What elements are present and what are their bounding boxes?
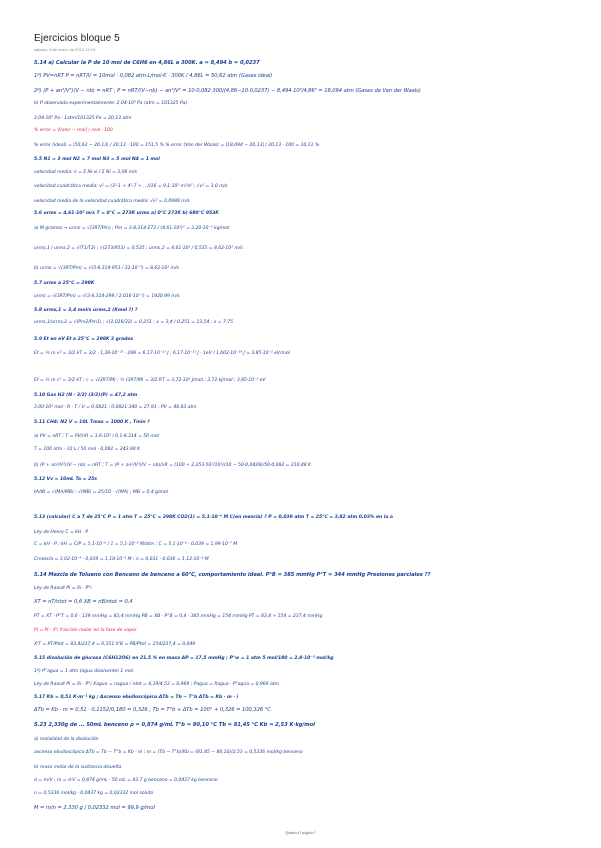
note-line: 5.11 CH4: N2 V = 10L Tmax = 1000 K , Tmin ?: [34, 420, 150, 425]
note-line: 3,00·10² mol · R · T / V = 0,0821 ; 0,0821·340 = 27,91 ; PV = 46,83 atm: [34, 405, 197, 410]
note-line: b) urms = √(3RT/Pm) = √(3·8,314·953 / 32·10⁻³) = 8,62·10² m/s: [34, 266, 179, 271]
note-line: 2º) (P + an²/V²)(V − nb) = nRT ; P = nRT/(V−nb) − an²/V² = 10·0,082·300/(4,86−10·0,0237) − 8,494·10²/4,86² = 18,094 atm (Gases de Van der Waals): [34, 88, 421, 94]
note-line: d = m/V ; m = d·V = 0,874 g/mL · 50 mL = 43,7 g benceno = 0,0437 kg benceno: [34, 778, 218, 783]
note-line: C = kH · P ; kH = C/P = 5,1·10⁻⁶ / 1 = 5,1·10⁻⁶ M/atm ; C = 5,1·10⁻⁶ · 0,039 = 1,99·10⁻⁷ M: [34, 542, 238, 547]
note-line: 1º) PV=nRT P = nRT/V = 10mol · 0,082 atm·L/mol·K · 300K / 4,86L = 50,62 atm (Gases ideal): [34, 73, 273, 79]
note-line: velocidad media de la velocidad cuadrática media: √v̄² = 0,0988 m/s: [34, 199, 190, 204]
note-line: 5.12 Vv = 10mL Ta = 25s: [34, 477, 97, 482]
note-line: 5.6 urms = 4,61·10² m/s T = 0°C = 273K urms a) 0°C 273K b) 680°C 953K: [34, 211, 219, 216]
note-line: Et = ½ m v² = 3/2 kT = 3/2 · 1,38·10⁻²³ · 298 = 6,17·10⁻²¹ J ; 6,17·10⁻²¹ J · 1eV / 1,602·10⁻¹⁹ J = 3,85·10⁻² eV/mol: [34, 351, 290, 356]
note-line: b) (P + an²/V²)(V − nb) = nRT ; T = (P + an²/V²)(V − nb)/nR = (100 + 2,253·50²/10²)(10 − 50·0,0428)/50·0,082 = 210,48 K: [34, 463, 312, 468]
note-line: velocidad cuadrática media: v² = (3²·1 + 4²·7 + ...)/16 = 9,1·10² m²/s² ; √v² = 3,0 m/s: [34, 184, 228, 189]
note-line: b) P observada experimentalmente: 2,04·10³ Pa (atm = 101325 Pa): [34, 101, 188, 106]
note-line: 5.14 Mezcla de Tolueno con Benceno de benceno a 60°C, comportamiento ideal. P°B = 385 mmHg P°T = 344 mmHg Presiones parciales ??: [34, 572, 431, 578]
note-line: PT = XT · P°T = 0,6 · 139 mmHg = 83,4 mmHg PB = XB · P°B = 0,4 · 385 mmHg = 154 mmHg PT = 83,4 + 154 = 237,4 mmHg: [34, 614, 323, 619]
page-timestamp: sábado, 8 de enero de 2022 13:18: [34, 47, 96, 52]
note-line: Cmezcla = 3,02·10⁻⁴ · 0,039 = 1,18·10⁻⁵ M ; n = 0,031 · 0,036 = 1,12·10⁻⁶ M: [34, 557, 209, 562]
note-line: tA/tB = √(MA/MB) ; √(MB) = 25/10 · √(MA) ; MB = 0,4 g/mol: [34, 490, 168, 495]
note-line: M = m/n = 2,330 g / 0,02332 mol = 99,9 g/mol: [34, 805, 155, 811]
note-line: Ley de Raoult Pi = Xi · P°i: [34, 586, 92, 591]
note-line: 5.10 Gas H2 (N · 3/2) (3/2)(P) = 47,2 atm: [34, 393, 138, 398]
note-line: Et = ½ m c² = 3/2 kT ; c = √(3RT/M) ; ½ (3RT/M) = 3/2 RT = 3,72·10³ J/mol ; 3,72 kJ/mol ; 3,85·10⁻² eV: [34, 378, 266, 383]
note-line: XT = nT/ntot = 0,6 XB = nB/ntot = 0,4: [34, 599, 133, 605]
note-line: velocidad media: v̄ = Σ Ni·vi / Σ Ni = 3,06 m/s: [34, 170, 137, 175]
note-line: urms,1/urms,2 = √(Pm2/Pm1) ; √(2,016/32) = 0,251 ; x = 3,4 / 0,251 = 13,54 ; x = 7,75: [34, 320, 233, 325]
note-line: Pi = Pi · X'i fracción molar en la fase de vapor: [34, 628, 137, 633]
note-line: Ley de Henry C = kH · P: [34, 530, 89, 535]
note-line: 5.8 urms,1 = 3,4 mol/s urms,2 (Kmol ?) ?: [34, 308, 138, 313]
note-line: X'T = PT/Ptot = 83,4/237,4 = 0,351 X'B = PB/Ptot = 154/237,4 = 0,649: [34, 642, 196, 647]
page-title: Ejercicios bloque 5: [34, 33, 120, 44]
note-line: b) masa molar de la sustancia disuelta: [34, 765, 122, 770]
note-line: 1º) P°agua = 1 atm (agua disolvente) 1 mol: [34, 669, 134, 674]
note-line: Ley de Raoult Pi = Xi · P°i Xagua = nagua / ntot = 4,39/4,53 = 0,969 ; Pagua = Xagua · P°agua = 0,969 atm: [34, 682, 279, 687]
note-line: 5.15 disolución de glucosa (C6H12O6) en 21,5 % en masa ΔP = 17,5 mmHg ; P°w = 1 atm 5 mol/180 = 2,8·10⁻² mol/kg: [34, 656, 334, 661]
note-line: T = 100 atm · 10 L / 50 mol · 0,082 = 243,90 K: [34, 447, 141, 452]
note-line: 5.14 a) Calcular la P de 10 mol de C6H6 en 4,86L a 300K. a = 8,494 b = 0,0237: [34, 60, 260, 66]
note-line: a) M gramos → urms = √(3RT/Pm) ; Pm = 3·8,314·273 / (4,61·10²)² = 3,20·10⁻² kg/mol: [34, 226, 230, 231]
note-line: 5.9 Et en eV Et a 25°C = 298K 3 grados: [34, 337, 134, 342]
note-line: 5.13 (calcular) C a T de 25°C P = 1 atm T = 25°C = 298K CO2(1) = 5,1·10⁻⁶ M C(en mezcla) ? P = 0,039 atm T = 25°C = 3,82 atm 0,03% en la a: [34, 515, 393, 520]
note-line: n = 0,5336 mol/kg · 0,0437 kg = 0,02332 mol soluto: [34, 791, 154, 796]
note-line: a) molalidad de la disolución: [34, 737, 99, 742]
note-line: ascenso ebulloscópico ΔTb = Tb − T°b = Kb · m ; m = (Tb − T°b)/Kb = (81,45 − 80,10)/2,53 = 0,5336 mol/kg benceno: [34, 750, 303, 755]
note-line: % error = |Valor − real| / real · 100: [34, 128, 113, 133]
note-line: a) PV = nRT ; T = PV/nR = 1,6·10³ / 0,1·8,314 = 50 mol: [34, 434, 159, 439]
note-line: urms,1 / urms,2 = √(T1/T2) ; √(273/953) = 0,535 ; urms,2 = 4,61·10² / 0,535 = 8,62·10² m/s: [34, 246, 243, 251]
note-line: % error (ideal) = |50,62 − 20,13| / 20,13 · 100 = 151,5 % % error (Van der Waals) = |18,094 − 20,13| / 20,13 · 100 = 10,11 %: [34, 143, 320, 148]
note-line: ΔTb = Kb · m = 0,51 · 0,1152/0,180 = 0,326 ; Tb = T°b + ΔTb = 100° + 0,326 = 100,326 °C: [34, 707, 271, 713]
note-line: 5.5 N1 = 3 mol N2 = 7 mol N3 = 5 mol N4 = 1 mol: [34, 157, 160, 162]
note-line: 5.23 2,330g de ... 50mL benceno ρ = 0,874 g/mL T°b = 80,10 °C Tb = 81,45 °C Kb = 2,53 K·kg/mol: [34, 722, 315, 728]
note-line: 5.17 Kb = 0,51 K·m⁻¹ kg ; Ascenso ebulloscópico ΔTb = Tb − T°b ΔTb = Kb · m · i: [34, 695, 239, 700]
note-line: 5.7 urms a 25°C = 298K: [34, 281, 95, 286]
note-line: 2,04·10³ Pa · 1atm/101325 Pa = 20,13 atm: [34, 116, 132, 121]
note-line: urms = √(3RT/Pm) = √(3·8,314·298 / 2,016·10⁻³) = 1920,99 m/s: [34, 294, 180, 299]
page-footer: Química I página 1: [285, 830, 316, 835]
